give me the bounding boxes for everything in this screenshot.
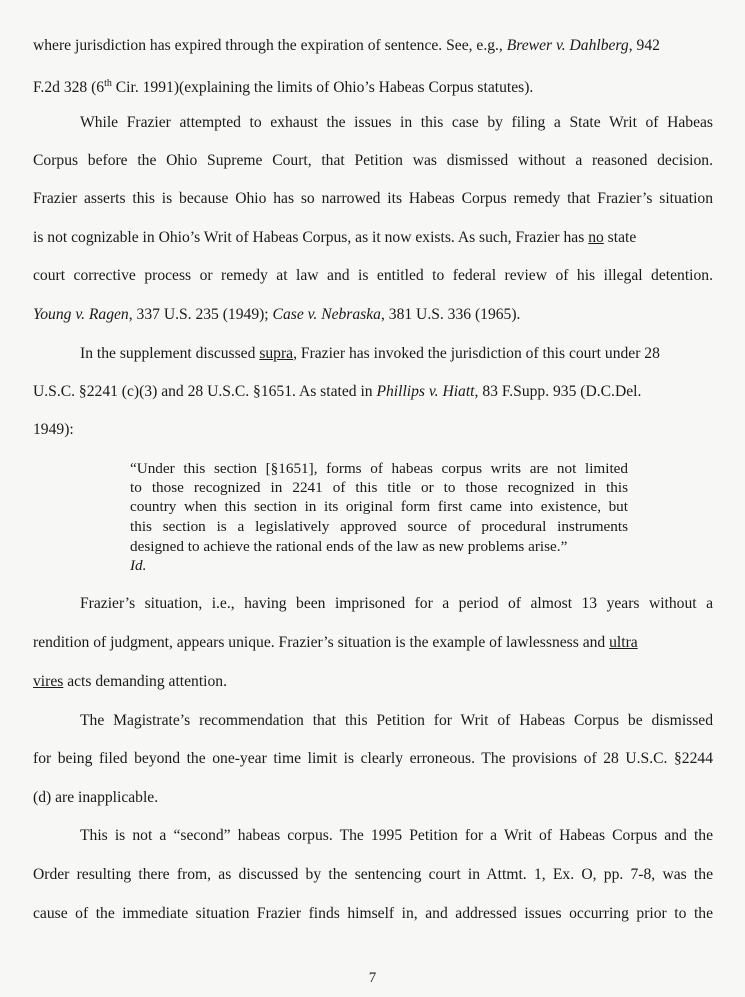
quote-line: designed to achieve the rational ends of the law as new problems arise.” <box>130 538 568 555</box>
text-line: Frazier asserts this is because Ohio has so narrowed its Habeas Corpus remedy that Frazier’s situation <box>33 190 713 207</box>
text-line: Order resulting there from, as discussed by the sentencing court in Attmt. 1, Ex. O, pp. 7-8, was the <box>33 866 713 883</box>
quote-line: country when this section in its original form first came into existence, but <box>130 498 628 515</box>
text-line: rendition of judgment, appears unique. Frazier’s situation is the example of lawlessness and ultra <box>33 634 638 651</box>
text-line: cause of the immediate situation Frazier finds himself in, and addressed issues occurring prior to the <box>33 905 713 922</box>
text-line: for being filed beyond the one-year time limit is clearly erroneous. The provisions of 28 U.S.C. §2244 <box>33 750 713 767</box>
text-line: Young v. Ragen, 337 U.S. 235 (1949); Case v. Nebraska, 381 U.S. 336 (1965). <box>33 306 521 323</box>
quote-line: Id. <box>130 557 147 574</box>
text-line: Corpus before the Ohio Supreme Court, that Petition was dismissed without a reasoned decision. <box>33 152 713 169</box>
text-line: Frazier’s situation, i.e., having been imprisoned for a period of almost 13 years without a <box>80 595 713 612</box>
page-number: 7 <box>368 970 377 986</box>
text-line: where jurisdiction has expired through the expiration of sentence. See, e.g., Brewer v. Dahlberg, 942 <box>33 37 660 54</box>
text-line: vires acts demanding attention. <box>33 673 228 690</box>
text-line: In the supplement discussed supra, Frazier has invoked the jurisdiction of this court under 28 <box>80 345 660 362</box>
text-line: The Magistrate’s recommendation that this Petition for Writ of Habeas Corpus be dismissed <box>80 712 713 729</box>
quote-line: to those recognized in 2241 of this title or to those recognized in this <box>130 479 628 496</box>
text-line: (d) are inapplicable. <box>33 789 159 806</box>
text-line: While Frazier attempted to exhaust the issues in this case by filing a State Writ of Habeas <box>80 114 713 131</box>
text-line: This is not a “second” habeas corpus. The 1995 Petition for a Writ of Habeas Corpus and the <box>80 827 713 844</box>
text-line: F.2d 328 (6th Cir. 1991)(explaining the limits of Ohio’s Habeas Corpus statutes). <box>33 78 534 97</box>
text-line: is not cognizable in Ohio’s Writ of Habeas Corpus, as it now exists. As such, Frazier has no state <box>33 229 637 246</box>
quote-line: “Under this section [§1651], forms of habeas corpus writs are not limited <box>130 460 628 477</box>
text-line: 1949): <box>33 421 74 438</box>
text-line: court corrective process or remedy at law and is entitled to federal review of his illegal detention. <box>33 267 713 284</box>
quote-line: this section is a legislatively approved source of procedural instruments <box>130 518 628 535</box>
text-line: U.S.C. §2241 (c)(3) and 28 U.S.C. §1651. As stated in Phillips v. Hiatt, 83 F.Supp. 935 (D.C.Del. <box>33 383 642 400</box>
